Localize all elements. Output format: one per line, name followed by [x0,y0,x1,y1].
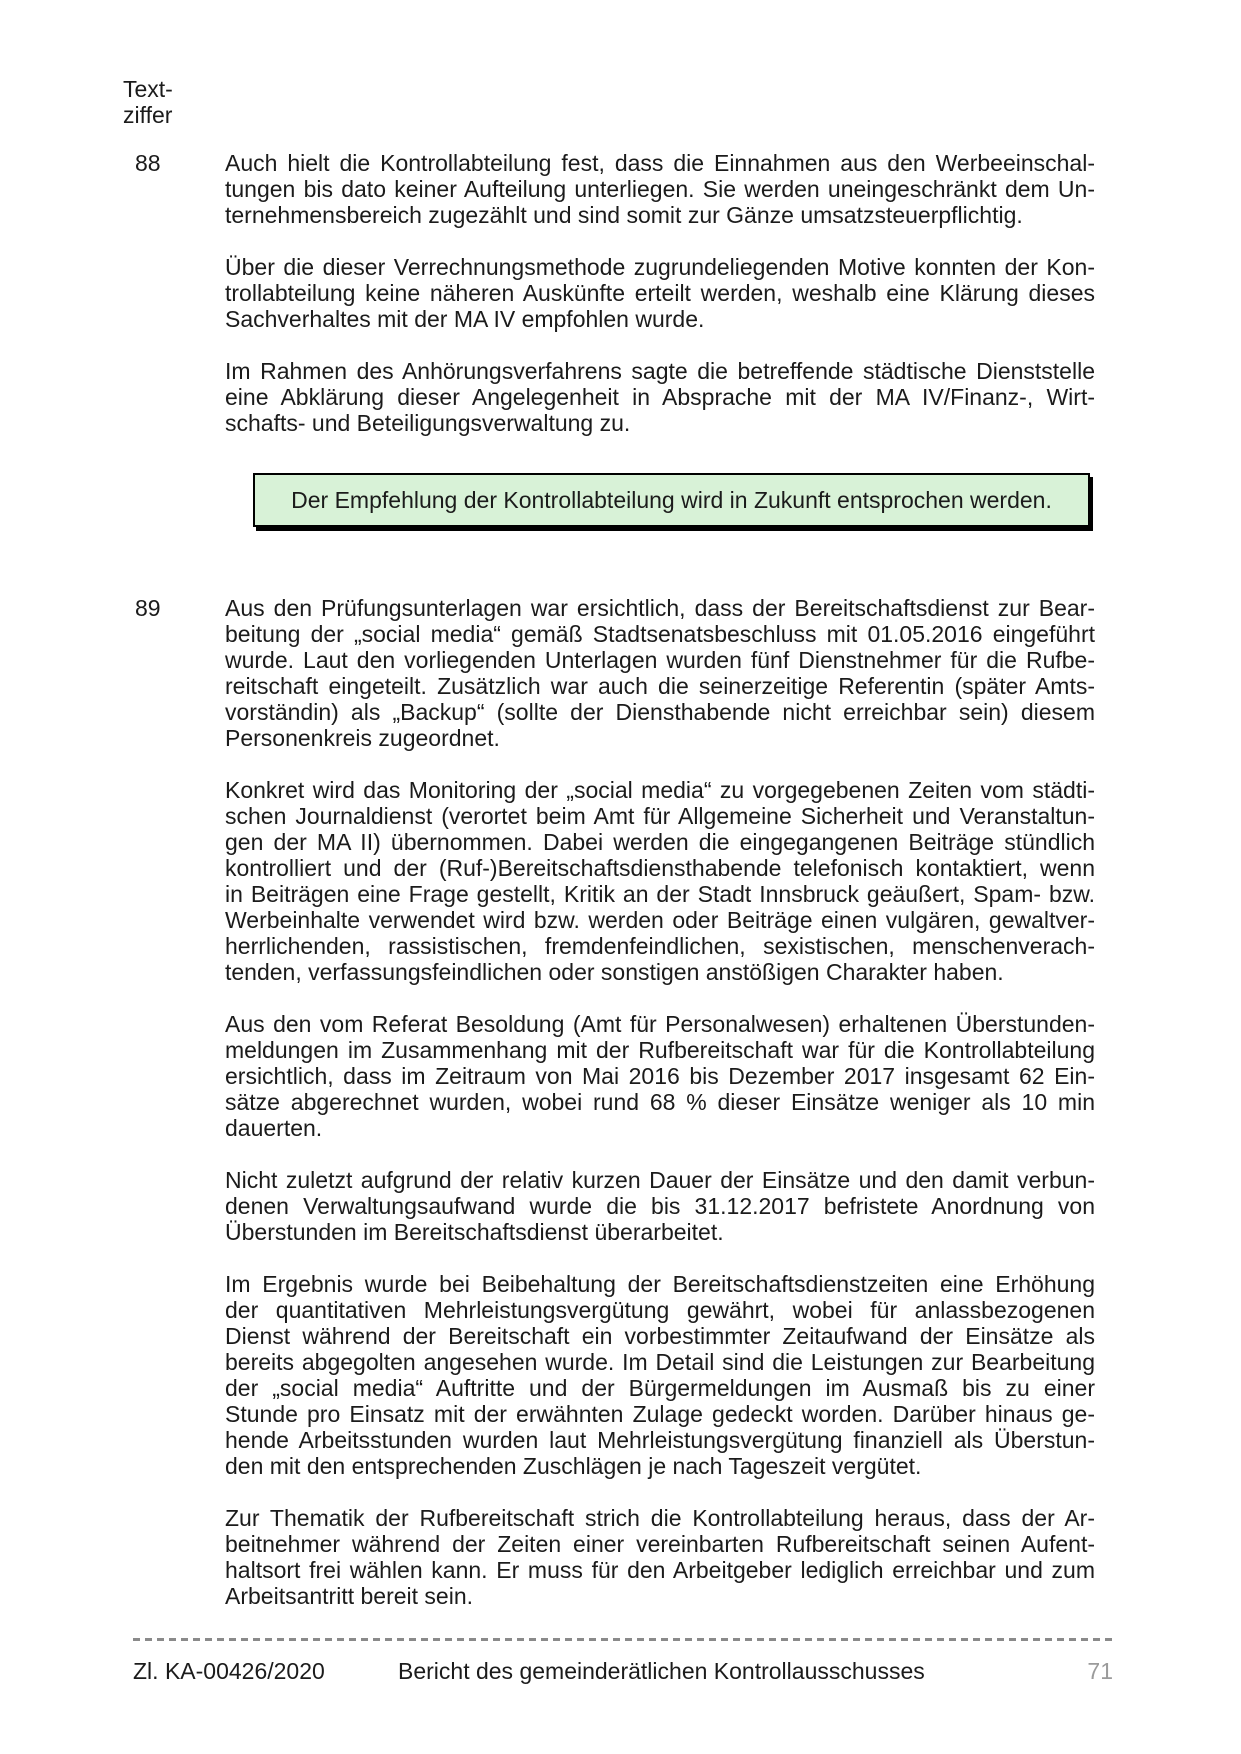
text-line: der „social media“ Auftritte und der Bürgermeldungen im Ausmaß bis zu einer [225,1375,1095,1401]
text-line: Zur Thematik der Rufbereitschaft strich die Kontrollabteilung heraus, dass der Ar- [225,1505,1095,1531]
section-89 [135,595,1095,1609]
text-line: Personenkreis zugeordnet. [225,725,500,751]
footer-document-title: Bericht des gemeinderätlichen Kontrollausschusses [398,1658,925,1684]
section-paragraphs [225,150,1095,436]
text-line: beitnehmer während der Zeiten einer vereinbarten Rufbereitschaft seinen Aufent- [225,1531,1095,1557]
text-line: dauerten. [225,1115,323,1141]
text-line: schen Journaldienst (verortet beim Amt für Allgemeine Sicherheit und Veranstaltun- [225,803,1095,829]
text-line: herrlichenden, rassistischen, fremdenfeindlichen, sexistischen, menschenverach- [225,933,1095,959]
text-line: Dienst während der Bereitschaft ein vorbestimmter Zeitaufwand der Einsätze als [225,1323,1095,1349]
recommendation-text: Der Empfehlung der Kontrollabteilung wird in Zukunft entsprochen werden. [291,487,1052,513]
textziffer-header-line2: ziffer [123,102,173,128]
page-footer [133,1658,1113,1684]
text-line: beitung der „social media“ gemäß Stadtsenatsbeschluss mit 01.05.2016 eingeführt [225,621,1095,647]
paragraph [225,358,1095,436]
paragraph [225,1505,1095,1609]
textziffer-number: 88 [135,150,161,176]
text-line: vorständin) als „Backup“ (sollte der Diensthabende nicht erreichbar sein) diesem [225,699,1095,725]
text-line: ersichtlich, dass im Zeitraum von Mai 2016 bis Dezember 2017 insgesamt 62 Ein- [225,1063,1095,1089]
text-line: eine Abklärung dieser Angelegenheit in Absprache mit der MA IV/Finanz-, Wirt- [225,384,1095,410]
text-line: den mit den entsprechenden Zuschlägen je nach Tageszeit vergütet. [225,1453,922,1479]
textziffer-number: 89 [135,595,161,621]
text-line: in Beiträgen eine Frage gestellt, Kritik an der Stadt Innsbruck geäußert, Spam- bzw. [225,881,1095,907]
paragraph [225,1011,1095,1141]
text-line: sätze abgerechnet wurden, wobei rund 68 % dieser Einsätze weniger als 10 min [225,1089,1095,1115]
footer-reference: Zl. KA-00426/2020 [133,1658,325,1684]
text-line: tenden, verfassungsfeindlichen oder sonstigen anstößigen Charakter haben. [225,959,1004,985]
footer-page-number: 71 [1087,1658,1113,1684]
footer-dashed-separator [133,1638,1113,1641]
text-line: Arbeitsantritt bereit sein. [225,1583,474,1609]
paragraph [225,150,1095,228]
text-line: Konkret wird das Monitoring der „social media“ zu vorgegebenen Zeiten vom städti- [225,777,1095,803]
text-line: Im Ergebnis wurde bei Beibehaltung der Bereitschaftsdienstzeiten eine Erhöhung [225,1271,1095,1297]
page-content [135,150,1095,1609]
section-paragraphs [225,595,1095,1609]
recommendation-box [253,473,1090,527]
text-line: hende Arbeitsstunden wurden laut Mehrleistungsvergütung finanziell als Überstun- [225,1427,1095,1453]
text-line: Nicht zuletzt aufgrund der relativ kurzen Dauer der Einsätze und den damit verbun- [225,1167,1095,1193]
text-line: Sachverhaltes mit der MA IV empfohlen wurde. [225,306,705,332]
paragraph [225,1271,1095,1479]
text-line: kontrolliert und der (Ruf-)Bereitschaftsdiensthabende telefonisch kontaktiert, wenn [225,855,1095,881]
paragraph [225,595,1095,751]
text-line: ternehmensbereich zugezählt und sind somit zur Gänze umsatzsteuerpflichtig. [225,202,1023,228]
text-line: wurde. Laut den vorliegenden Unterlagen wurden fünf Dienstnehmer für die Rufbe- [225,647,1095,673]
text-line: Über die dieser Verrechnungsmethode zugrundeliegenden Motive konnten der Kon- [225,254,1095,280]
text-line: trollabteilung keine näheren Auskünfte erteilt werden, weshalb eine Klärung dieses [225,280,1095,306]
text-line: gen der MA II) übernommen. Dabei werden die eingegangenen Beiträge stündlich [225,829,1095,855]
paragraph [225,254,1095,332]
text-line: der quantitativen Mehrleistungsvergütung gewährt, wobei für anlassbezogenen [225,1297,1095,1323]
paragraph [225,1167,1095,1245]
text-line: reitschaft eingeteilt. Zusätzlich war auch die seinerzeitige Referentin (später Amts- [225,673,1095,699]
text-line: Im Rahmen des Anhörungsverfahrens sagte die betreffende städtische Dienststelle [225,358,1095,384]
text-line: meldungen im Zusammenhang mit der Rufbereitschaft war für die Kontrollabteilung [225,1037,1095,1063]
text-line: Auch hielt die Kontrollabteilung fest, dass die Einnahmen aus den Werbeeinschal- [225,150,1095,176]
text-line: Überstunden im Bereitschaftsdienst überarbeitet. [225,1219,724,1245]
text-line: Aus den vom Referat Besoldung (Amt für Personalwesen) erhaltenen Überstunden- [225,1011,1095,1037]
text-line: Stunde pro Einsatz mit der erwähnten Zulage gedeckt worden. Darüber hinaus ge- [225,1401,1095,1427]
textziffer-header-line1: Text- [123,76,173,102]
paragraph [225,777,1095,985]
text-line: bereits abgegolten angesehen wurde. Im Detail sind die Leistungen zur Bearbeitung [225,1349,1095,1375]
text-line: Werbeinhalte verwendet wird bzw. werden oder Beiträge einen vulgären, gewaltver- [225,907,1095,933]
text-line: tungen bis dato keiner Aufteilung unterliegen. Sie werden uneingeschränkt dem Un- [225,176,1095,202]
text-line: schafts- und Beteiligungsverwaltung zu. [225,410,631,436]
text-line: Aus den Prüfungsunterlagen war ersichtlich, dass der Bereitschaftsdienst zur Bear- [225,595,1095,621]
text-line: haltsort frei wählen kann. Er muss für den Arbeitgeber lediglich erreichbar und zum [225,1557,1095,1583]
section-88 [135,150,1095,436]
text-line: denen Verwaltungsaufwand wurde die bis 31.12.2017 befristete Anordnung von [225,1193,1095,1219]
textziffer-column-header [123,76,173,128]
